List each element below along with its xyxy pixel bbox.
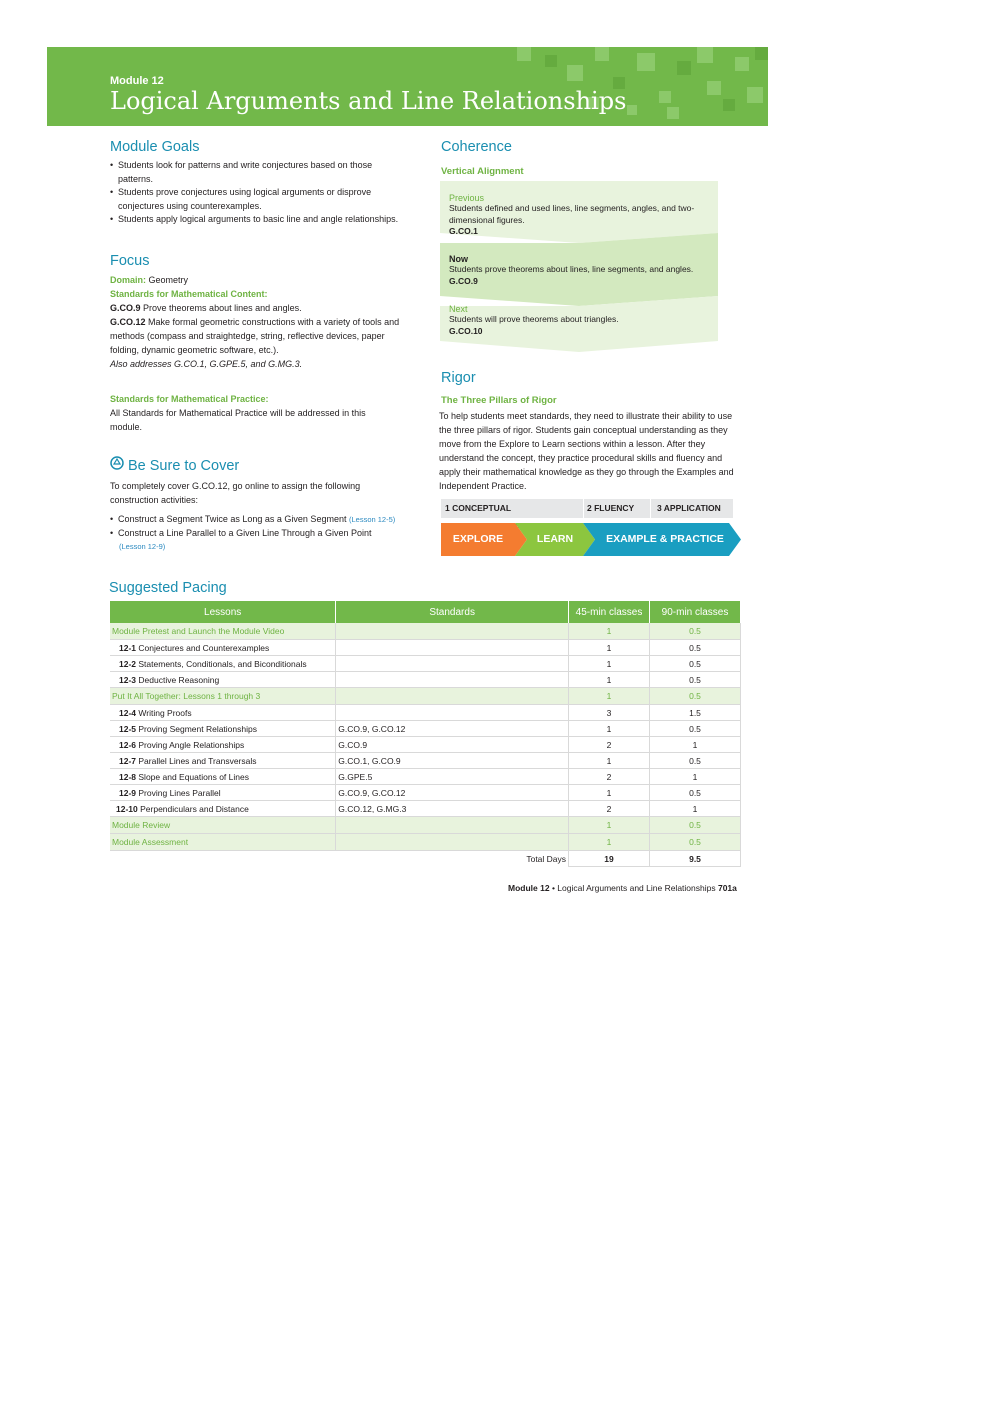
goals-list [110,159,410,227]
goal-item: • Students prove conjectures using logical arguments or disprove conjectures using counterexamples. [110,186,410,213]
coherence-heading: Coherence [441,139,512,155]
module-label: Module 12 [110,75,164,87]
std-cell [336,672,569,688]
lesson-title: Proving Segment Relationships [138,723,257,734]
page-number: 701a [717,883,737,893]
lesson-number: 12-10 [116,803,138,814]
c90-cell: 0.5 [650,834,741,851]
rigor-heading: Rigor [441,370,476,386]
std-cell [336,705,569,721]
previous-box [440,193,709,236]
recycle-icon [110,456,124,470]
c90-cell: 1 [650,737,741,753]
now-code: G.CO.9 [449,275,478,286]
lesson-title: Conjectures and Counterexamples [138,642,270,653]
vertical-alignment-label: Vertical Alignment [441,166,524,177]
lesson-number: 12-8 [119,771,137,782]
std-cell: G.CO.12, G.MG.3 [336,801,569,817]
c45-cell: 1 [569,785,650,801]
std-cell: G.GPE.5 [336,769,569,785]
c90-cell: 0.5 [650,623,741,640]
table-row [110,640,741,656]
c90-cell: 0.5 [650,688,741,705]
lesson-number: 12-1 [119,642,137,653]
c45-cell: 1 [569,672,650,688]
lesson-range: Lessons 1 through 3 [183,691,261,701]
be-sure-heading: Be Sure to Cover [128,458,240,474]
col-45min: 45-min classes [569,601,650,623]
c45-cell: 1 [569,817,650,834]
c90-cell: 0.5 [650,721,741,737]
practice-label: Standards for Mathematical Practice: [110,394,269,404]
explore-step: EXPLORE [452,533,504,545]
std-text: Prove theorems about lines and angles. [143,303,302,313]
table-row [110,769,741,785]
c45-cell: 1 [569,753,650,769]
page-footer [508,883,737,893]
lesson-number: 12-6 [119,739,137,750]
lesson-title: Statements, Conditionals, and Biconditionals [138,658,307,669]
next-code: G.CO.10 [449,325,483,336]
previous-code: G.CO.1 [449,226,478,236]
next-text: Students will prove theorems about triangles. [449,314,619,324]
c90-cell: 0.5 [650,656,741,672]
lesson-number: 12-9 [119,787,137,798]
next-box [440,304,709,336]
c45-cell: 1 [569,656,650,672]
pillar-application: 3 APPLICATION [650,499,733,518]
lesson-title: Proving Angle Relationships [138,739,245,750]
next-label: Next [449,304,468,314]
c90-cell: 0.5 [650,753,741,769]
std-text: Make formal geometric constructions with a variety of tools and methods (compass and straightedge, string, reflective devices, paper folding, dynamic geometric software, etc.). [110,317,400,355]
c90-cell: 1 [650,769,741,785]
c45-cell: 1 [569,623,650,640]
std-cell: G.CO.9, G.CO.12 [336,785,569,801]
lesson-title: Writing Proofs [138,707,192,718]
lesson-number: 12-4 [119,707,137,718]
goal-item: • Students apply logical arguments to basic line and angle relationships. [110,213,428,227]
col-lessons: Lessons [110,601,336,623]
rigor-text: To help students meet standards, they need to illustrate their ability to use the three pillars of rigor. Students gain conceptual understanding as they move from the Explore to Learn sections within a lesson. After they understand the concept, they practice procedural skills and fluency and apply their mathematical knowledge as they go through the Examples and Independent Practice. [439,411,734,491]
practice-text: All Standards for Mathematical Practice will be addressed in this module. [110,408,366,432]
now-box [440,254,709,286]
lesson-title: Slope and Equations of Lines [138,771,249,782]
c90-cell: 1.5 [650,705,741,721]
three-pillars-label: The Three Pillars of Rigor [441,395,557,406]
table-row [110,753,741,769]
c45-cell: 2 [569,737,650,753]
suggested-pacing-heading: Suggested Pacing [109,580,227,596]
cover-intro: To completely cover G.CO.12, go online to assign the following construction activities: [110,481,361,505]
cover-item [110,513,410,527]
lesson-cell: Module Assessment [110,834,336,851]
lesson-title: Perpendiculars and Distance [140,803,249,814]
table-row [110,737,741,753]
std-cell [336,640,569,656]
cover-list [110,513,410,554]
domain-label: Domain: [110,275,146,285]
total-90: 9.5 [650,851,741,867]
c90-cell: 0.5 [650,640,741,656]
c45-cell: 1 [569,688,650,705]
c45-cell: 1 [569,640,650,656]
learn-step: LEARN [536,533,574,545]
std-cell: G.CO.9, G.CO.12 [336,721,569,737]
content-standards-label: Standards for Mathematical Content: [110,289,268,299]
c90-cell: 0.5 [650,817,741,834]
lesson-cell: Module Review [110,817,336,834]
lesson-title: Parallel Lines and Transversals [138,755,257,766]
previous-label: Previous [449,193,485,203]
c45-cell: 2 [569,801,650,817]
cover-item [110,527,388,554]
table-row [110,721,741,737]
table-row [110,834,741,851]
footer-title: Logical Arguments and Line Relationships [557,883,716,893]
table-row [110,656,741,672]
now-label: Now [449,254,468,264]
table-row [110,817,741,834]
table-row [110,672,741,688]
c90-cell: 1 [650,801,741,817]
table-row [110,623,741,640]
table-row [110,688,741,705]
also-addresses: Also addresses G.CO.1, G.GPE.5, and G.MG.3. [110,359,303,369]
std-code: G.CO.9 [110,303,141,313]
lesson-cell: Put It All Together: [112,691,181,701]
lesson-link[interactable]: (Lesson 12-9) [119,542,166,551]
total-45: 19 [569,851,650,867]
lesson-title: Deductive Reasoning [138,674,220,685]
total-label: Total Days [336,851,569,867]
focus-heading: Focus [110,253,150,269]
practice-block [110,392,390,434]
std-code: G.CO.12 [110,317,146,327]
lesson-cell: Module Pretest and Launch the Module Video [110,623,336,640]
lesson-title: Proving Lines Parallel [138,787,221,798]
std-cell: G.CO.1, G.CO.9 [336,753,569,769]
std-cell [336,656,569,672]
pillar-fluency: 2 FLUENCY [583,499,650,518]
module-goals-heading: Module Goals [110,139,200,155]
lesson-number: 12-7 [119,755,137,766]
cover-item-text: Construct a Segment Twice as Long as a Given Segment [118,514,347,524]
lesson-number: 12-3 [119,674,137,685]
c45-cell: 3 [569,705,650,721]
focus-block [110,273,410,371]
col-standards: Standards [336,601,569,623]
c90-cell: 0.5 [650,672,741,688]
c45-cell: 2 [569,769,650,785]
lesson-number: 12-5 [119,723,137,734]
table-row [110,801,741,817]
col-90min: 90-min classes [650,601,741,623]
std-cell: G.CO.9 [336,737,569,753]
c45-cell: 1 [569,721,650,737]
c90-cell: 0.5 [650,785,741,801]
example-practice-step: EXAMPLE & PRACTICE [606,533,724,545]
goal-item: • Students look for patterns and write conjectures based on those patterns. [110,159,410,186]
cover-item-text: Construct a Line Parallel to a Given Line Through a Given Point [118,527,372,538]
total-row [110,851,741,867]
now-text: Students prove theorems about lines, line segments, and angles. [449,264,694,274]
table-row [110,785,741,801]
lesson-link[interactable]: (Lesson 12-5) [348,515,396,524]
footer-module: Module 12 [508,883,550,893]
lesson-number: 12-2 [119,658,137,669]
table-row [110,705,741,721]
domain-value: Geometry [148,275,189,285]
pacing-table [110,601,741,867]
module-banner [47,47,768,126]
c45-cell: 1 [569,834,650,851]
previous-text: Students defined and used lines, line segments, angles, and two-dimensional figures. [449,203,695,225]
pillar-conceptual: 1 CONCEPTUAL [441,499,587,518]
module-title: Logical Arguments and Line Relationships [110,87,627,115]
footer-sep: • [551,883,555,893]
